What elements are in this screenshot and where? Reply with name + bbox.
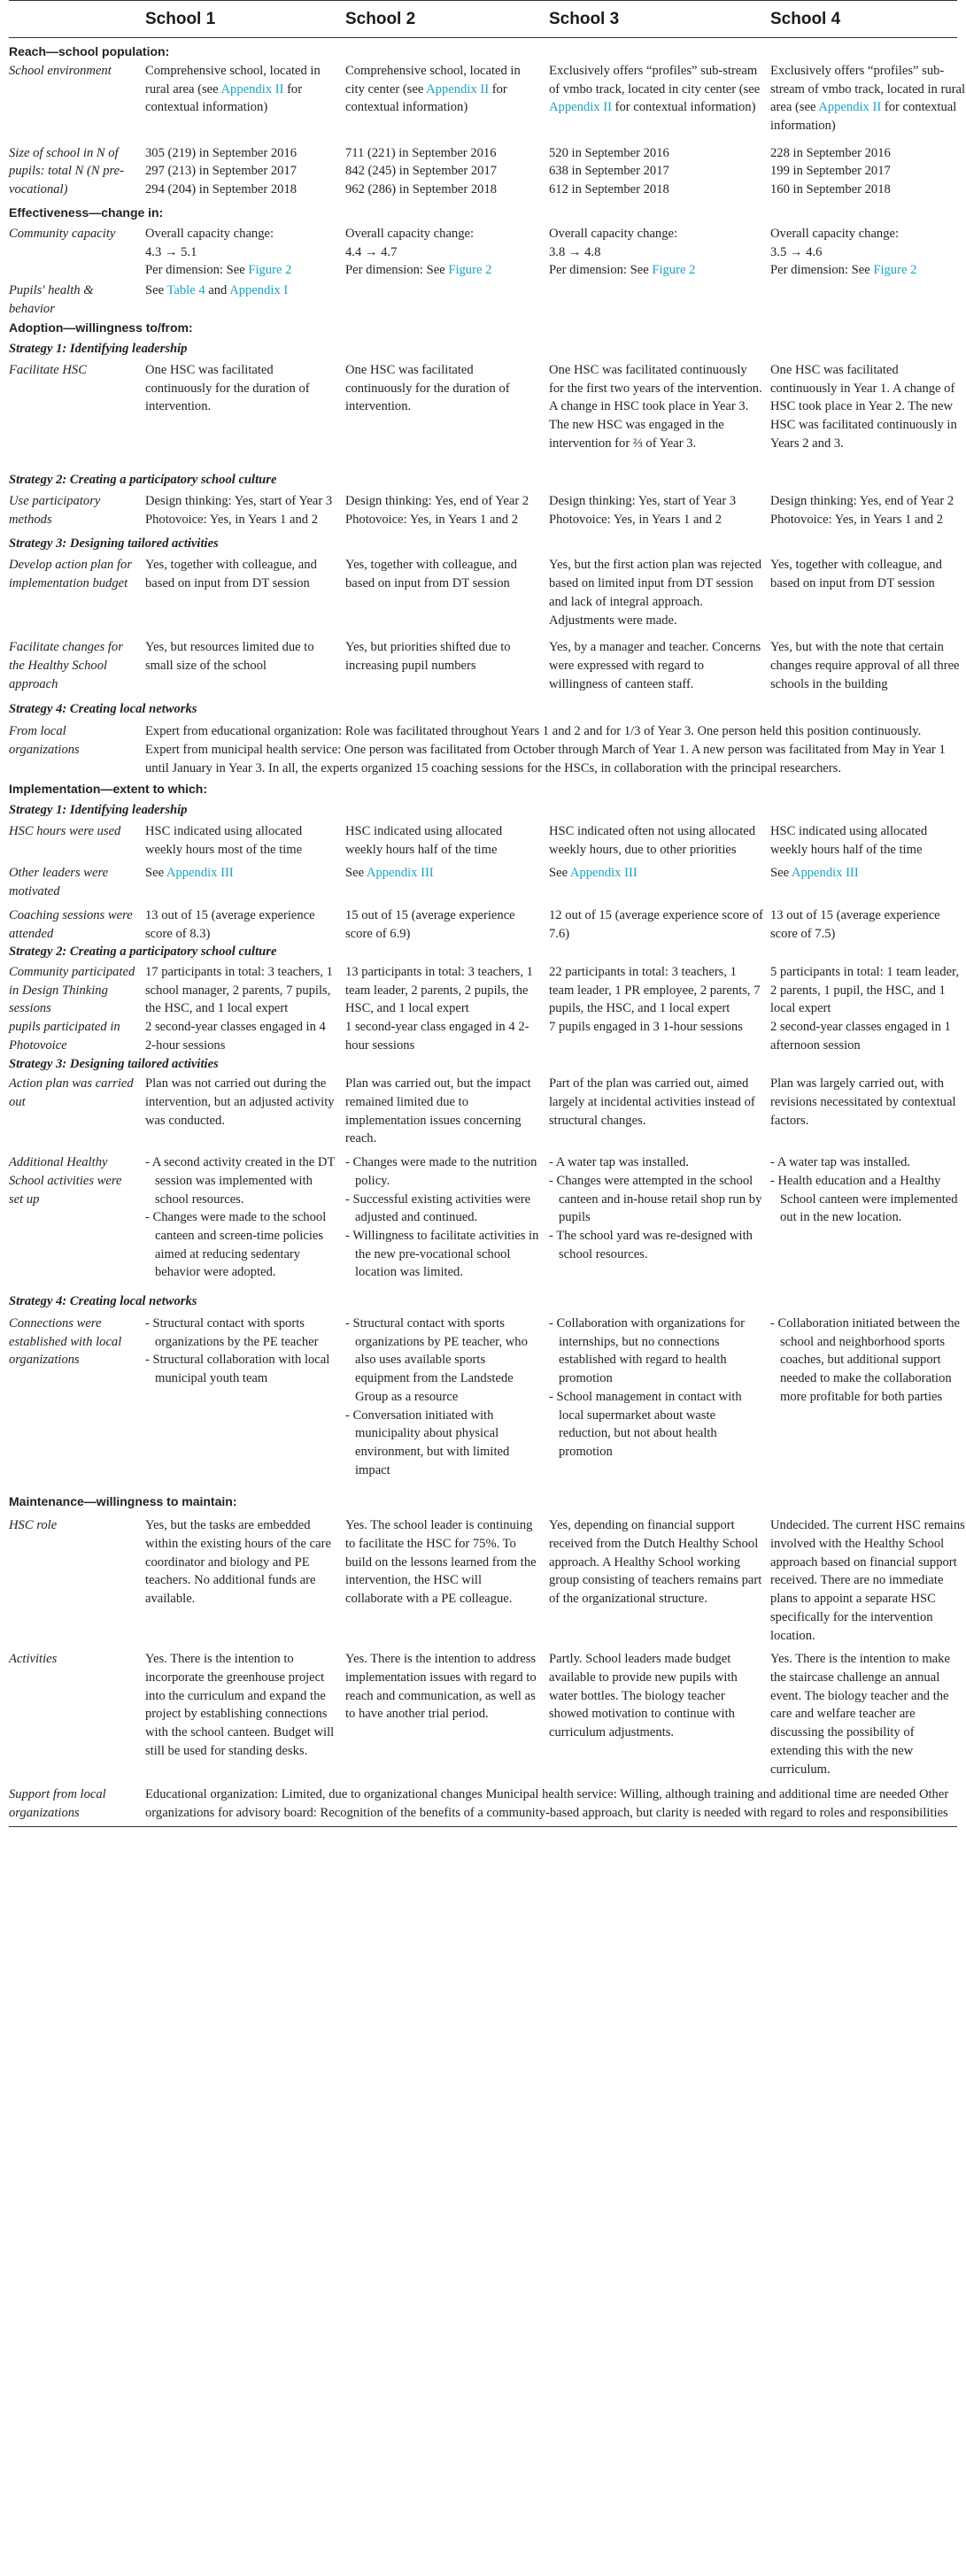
table-row bbox=[9, 963, 957, 1018]
list-item: - Collaboration with organizations for internships, but no connections established with regard to health promotion bbox=[549, 1315, 746, 1386]
row-label: Connections were established with local organizations bbox=[9, 1315, 122, 1368]
table-row bbox=[9, 556, 957, 629]
appendix-link[interactable]: Appendix II bbox=[426, 81, 490, 96]
list-item: - Structural contact with sports organizations by PE teacher, who also uses available sports equipment from the Landstede Group as a resource bbox=[345, 1315, 528, 1404]
table-row bbox=[9, 1018, 957, 1054]
row-label: pupils participated in Photovoice bbox=[9, 1020, 120, 1053]
cell: Design thinking: Yes, start of Year 3 Photovoice: Yes, in Years 1 and 2 bbox=[145, 494, 333, 527]
row-label: Support from local organizations bbox=[9, 1787, 106, 1821]
section-effectiveness: Effectiveness—change in: bbox=[9, 204, 164, 220]
figure-link[interactable]: Figure 2 bbox=[652, 263, 696, 278]
section-reach: Reach—school population: bbox=[9, 44, 170, 58]
row-label: Additional Healthy School activities were set up bbox=[9, 1155, 122, 1207]
strategy-2-heading: Strategy 2: Creating a participatory school culture bbox=[9, 945, 277, 960]
cell: 15 out of 15 (average experience score of 6.9) bbox=[345, 907, 515, 941]
cell: Yes, but the first action plan was rejected based on limited input from DT session and lack of integral approach. Adjustments were made. bbox=[549, 558, 762, 628]
table-row bbox=[9, 722, 957, 777]
appendix-link[interactable]: Appendix III bbox=[791, 866, 859, 881]
cell: 17 participants in total: 3 teachers, 1 school manager, 2 parents, 7 pupils, the HSC, and 1 local expert bbox=[145, 964, 333, 1016]
table-row bbox=[9, 864, 957, 900]
list-item: - Changes were made to the school canteen and screen-time policies aimed at reducing sedentary behavior were adopted. bbox=[145, 1210, 327, 1280]
list-item: - Structural collaboration with local municipal youth team bbox=[145, 1353, 330, 1386]
cell: Yes. There is the intention to address implementation issues with regard to reach and communication, as well as to have another trial period. bbox=[345, 1652, 537, 1722]
section-implementation: Implementation—extent to which: bbox=[9, 782, 208, 797]
table-row bbox=[9, 638, 960, 693]
cell: 2 second-year classes engaged in 1 afternoon session bbox=[770, 1020, 951, 1053]
table-row bbox=[9, 1153, 957, 1282]
cell: One HSC was facilitated continuously for the first two years of the intervention. A change in HSC took place in Year 3. The new HSC was engaged in the intervention for ⅔ of Year 3. bbox=[549, 362, 762, 451]
cell: Yes, depending on financial support received from the Dutch Healthy School approach. A Healthy School working group consisting of teachers remains part of the organizational structure. bbox=[549, 1518, 762, 1607]
cell: Overall capacity change: 3.8 → 4.8 Per dimension: See Figure 2 bbox=[549, 226, 696, 278]
cell: Educational organization: Limited, due to organizational changes Municipal health service: Willing, although training and additional time are needed Other organizations for advisory board: Recognition of the benefits of a community-based approach, but clarity is needed with regard to roles and responsibilities bbox=[145, 1787, 949, 1821]
appendix-link[interactable]: Appendix II bbox=[220, 81, 284, 96]
list-item: - Conversation initiated with municipality about physical environment, but with limited impact bbox=[345, 1408, 510, 1477]
row-label: Coaching sessions were attended bbox=[9, 907, 133, 941]
cell: Plan was carried out, but the impact remained limited due to implementation issues concerning reach. bbox=[345, 1076, 531, 1146]
cell bbox=[138, 1315, 338, 1479]
cell: Yes, together with colleague, and based on input from DT session bbox=[345, 558, 517, 591]
cell: 22 participants in total: 3 teachers, 1 team leader, 1 PR employee, 2 parents, 7 pupils, the HSC, and 1 local expert bbox=[549, 964, 761, 1016]
cell: One HSC was facilitated continuously for the duration of intervention. bbox=[345, 362, 510, 414]
cell: Yes, together with colleague, and based on input from DT session bbox=[770, 558, 942, 591]
row-label: Action plan was carried out bbox=[9, 1076, 134, 1109]
cell: HSC indicated often not using allocated weekly hours, due to other priorities bbox=[549, 823, 756, 857]
cell: HSC indicated using allocated weekly hours half of the time bbox=[345, 823, 503, 857]
cell: Design thinking: Yes, start of Year 3 Photovoice: Yes, in Years 1 and 2 bbox=[549, 494, 737, 527]
header-school-2: School 2 bbox=[345, 10, 416, 29]
cell bbox=[338, 1315, 542, 1479]
row-label: HSC role bbox=[9, 1518, 58, 1533]
cell bbox=[542, 1153, 763, 1282]
strategy-2-heading: Strategy 2: Creating a participatory school culture bbox=[9, 472, 277, 487]
row-label: Facilitate changes for the Healthy School approach bbox=[9, 640, 123, 691]
appendix-link[interactable]: Appendix I bbox=[229, 282, 289, 297]
cell: Overall capacity change: 4.3 → 5.1 Per dimension: See Figure 2 bbox=[145, 226, 292, 278]
list-item: - The school yard was re-designed with school resources. bbox=[549, 1229, 753, 1261]
table-link[interactable]: Table 4 bbox=[166, 282, 205, 297]
cell: Comprehensive school, located in rural area (see Appendix II for contextual information) bbox=[145, 63, 321, 115]
header-school-4: School 4 bbox=[770, 10, 841, 29]
cell: Overall capacity change: 4.4 → 4.7 Per dimension: See Figure 2 bbox=[345, 226, 492, 278]
row-label: HSC hours were used bbox=[9, 823, 121, 838]
cell: Yes. The school leader is continuing to facilitate the HSC for 75%. To build on the lessons learned from the intervention, the HSC will collaborate with a PE colleague. bbox=[345, 1518, 537, 1607]
strategy-1-heading: Strategy 1: Identifying leadership bbox=[9, 803, 188, 818]
cell: Yes, but resources limited due to small size of the school bbox=[145, 640, 314, 674]
cell bbox=[763, 1315, 966, 1479]
list-item: - Successful existing activities were adjusted and continued. bbox=[345, 1192, 531, 1225]
table-row bbox=[9, 282, 957, 318]
cell: See Table 4 and Appendix I bbox=[145, 282, 289, 297]
appendix-link[interactable]: Appendix III bbox=[569, 866, 638, 881]
strategy-4-heading: Strategy 4: Creating local networks bbox=[9, 1294, 197, 1309]
appendix-link[interactable]: Appendix II bbox=[549, 100, 612, 115]
cell: 1 second-year class engaged in 4 2-hour sessions bbox=[345, 1020, 529, 1053]
row-label: From local organizations bbox=[9, 724, 80, 757]
table-row bbox=[9, 822, 957, 859]
row-label: Activities bbox=[9, 1652, 58, 1667]
header-school-3: School 3 bbox=[549, 10, 620, 29]
cell: Exclusively offers “profiles” sub-stream of vmbo track, located in city center (see Appendix II for contextual information) bbox=[549, 63, 761, 115]
table-row bbox=[9, 1516, 965, 1645]
table-row bbox=[9, 1650, 957, 1778]
row-label: Facilitate HSC bbox=[9, 362, 87, 377]
strategy-3-heading: Strategy 3: Designing tailored activities bbox=[9, 536, 219, 551]
cell: 711 (221) in September 2016 842 (245) in September 2017 962 (286) in September 2018 bbox=[345, 145, 498, 197]
row-label: School environment bbox=[9, 63, 112, 78]
cell: 305 (219) in September 2016 297 (213) in September 2017 294 (204) in September 2018 bbox=[145, 145, 298, 197]
cell: Partly. School leaders made budget available to provide new pupils with water bottles. The biology teacher showed motivation to continue with curriculum adjustments. bbox=[549, 1652, 738, 1740]
strategy-4-heading: Strategy 4: Creating local networks bbox=[9, 702, 197, 717]
cell bbox=[138, 1153, 338, 1282]
cell: Design thinking: Yes, end of Year 2 Photovoice: Yes, in Years 1 and 2 bbox=[770, 494, 954, 527]
cell: See Appendix III bbox=[770, 866, 859, 881]
strategy-3-heading: Strategy 3: Designing tailored activities bbox=[9, 1056, 219, 1071]
row-label: Use participatory methods bbox=[9, 494, 101, 527]
appendix-link[interactable]: Appendix III bbox=[366, 866, 434, 881]
list-item: - A water tap was installed. bbox=[770, 1155, 911, 1170]
cell: See Appendix III bbox=[345, 866, 434, 881]
cell: 520 in September 2016 638 in September 2017 612 in September 2018 bbox=[549, 145, 669, 197]
table-row bbox=[9, 62, 966, 135]
table-row bbox=[9, 1075, 957, 1148]
appendix-link[interactable]: Appendix III bbox=[166, 866, 234, 881]
section-maintenance: Maintenance—willingness to maintain: bbox=[9, 1494, 237, 1509]
figure-link[interactable]: Figure 2 bbox=[873, 263, 917, 278]
cell: 5 participants in total: 1 team leader, 2 parents, 1 pupil, the HSC, and 1 local expert bbox=[770, 964, 959, 1016]
list-item: - Health education and a Healthy School canteen were implemented out in the new location. bbox=[770, 1173, 958, 1225]
cell bbox=[763, 1153, 966, 1282]
table-header bbox=[9, 0, 957, 38]
list-item: - Changes were made to the nutrition policy. bbox=[345, 1155, 537, 1188]
header-school-1: School 1 bbox=[145, 10, 216, 29]
table-row bbox=[9, 361, 957, 453]
table-row bbox=[9, 144, 957, 199]
cell: One HSC was facilitated continuously in Year 1. A change of HSC took place in Year 2. The new HSC was facilitated continuously in Years 2 and 3. bbox=[770, 362, 957, 451]
strategy-1-heading: Strategy 1: Identifying leadership bbox=[9, 342, 188, 357]
cell bbox=[338, 1153, 542, 1282]
cell: HSC indicated using allocated weekly hours most of the time bbox=[145, 823, 303, 857]
cell: 13 participants in total: 3 teachers, 1 team leader, 2 parents, 2 pupils, the HSC, and 1 local expert bbox=[345, 964, 533, 1016]
cell: Yes. There is the intention to make the staircase challenge an annual event. The biology teacher and the care and welfare teacher are discussing the possibility of extending this with the new curriculum. bbox=[770, 1652, 950, 1777]
list-item: - Structural contact with sports organizations by the PE teacher bbox=[145, 1315, 319, 1349]
cell: Undecided. The current HSC remains involved with the Healthy School approach based on financial support received. There are no immediate plans to appoint a separate HSC specifically for the intervention location. bbox=[770, 1518, 965, 1643]
cell: 12 out of 15 (average experience score of 7.6) bbox=[549, 907, 763, 941]
cell: Yes, but with the note that certain changes require approval of all three schools in the building bbox=[770, 640, 960, 691]
list-item: - Changes were attempted in the school canteen and in-house retail shop run by pupils bbox=[549, 1173, 762, 1225]
cell: Part of the plan was carried out, aimed largely at incidental activities instead of structural changes. bbox=[549, 1076, 755, 1128]
cell: Yes, by a manager and teacher. Concerns were expressed with regard to willingness of canteen staff. bbox=[549, 640, 761, 691]
row-label: Develop action plan for implementation budget bbox=[9, 558, 133, 591]
cell: Design thinking: Yes, end of Year 2 Photovoice: Yes, in Years 1 and 2 bbox=[345, 494, 529, 527]
cell: 13 out of 15 (average experience score of 8.3) bbox=[145, 907, 315, 941]
cell: See Appendix III bbox=[145, 866, 234, 881]
cell: 7 pupils engaged in 3 1-hour sessions bbox=[549, 1020, 743, 1035]
table-row bbox=[9, 492, 957, 528]
cell: Plan was largely carried out, with revisions necessitated by contextual factors. bbox=[770, 1076, 956, 1128]
cell: Expert from educational organization: Role was facilitated throughout Years 1 and 2 and for 1/3 of Year 3. One person held this position continuously. Expert from municipal health service: One person was facilitated from October through March of Year 1. A new person was facilitated from May in Year 1 until January in Year 3. In all, the experts organized 15 coaching sessions for the HSCs, in collaboration with the principal researchers. bbox=[145, 724, 946, 775]
table-row bbox=[9, 1315, 960, 1479]
cell: Comprehensive school, located in city center (see Appendix II for contextual information) bbox=[345, 63, 521, 115]
list-item: - A water tap was installed. bbox=[549, 1155, 690, 1170]
table-row bbox=[9, 1785, 957, 1826]
cell: 228 in September 2016 199 in September 2017 160 in September 2018 bbox=[770, 145, 891, 197]
row-label: Size of school in N of pupils: total N (N pre-vocational) bbox=[9, 145, 124, 197]
appendix-link[interactable]: Appendix II bbox=[818, 100, 882, 115]
cell: 13 out of 15 (average experience score of 7.5) bbox=[770, 907, 940, 941]
cell: See Appendix III bbox=[549, 866, 638, 881]
table-row bbox=[9, 906, 957, 943]
cell: Plan was not carried out during the intervention, but an adjusted activity was conducted. bbox=[145, 1076, 335, 1128]
cell bbox=[542, 1315, 763, 1479]
cell: Overall capacity change: 3.5 → 4.6 Per dimension: See Figure 2 bbox=[770, 226, 917, 278]
list-item: - School management in contact with local supermarket about waste reduction, but not about health promotion bbox=[549, 1389, 742, 1459]
row-label: Community participated in Design Thinking sessions bbox=[9, 964, 135, 1016]
cell: HSC indicated using allocated weekly hours half of the time bbox=[770, 823, 928, 857]
list-item: - A second activity created in the DT session was implemented with school resources. bbox=[145, 1155, 336, 1207]
row-label: Pupils' health & behavior bbox=[9, 282, 94, 316]
row-label: Community capacity bbox=[9, 226, 116, 241]
cell: Yes, but priorities shifted due to increasing pupil numbers bbox=[345, 640, 511, 674]
cell: One HSC was facilitated continuously for the duration of intervention. bbox=[145, 362, 310, 414]
cell: Yes, together with colleague, and based on input from DT session bbox=[145, 558, 317, 591]
table-row bbox=[9, 225, 957, 280]
figure-link[interactable]: Figure 2 bbox=[448, 263, 492, 278]
section-adoption: Adoption—willingness to/from: bbox=[9, 320, 193, 335]
cell: 2 second-year classes engaged in 4 2-hour sessions bbox=[145, 1020, 326, 1053]
row-label: Other leaders were motivated bbox=[9, 866, 109, 899]
cell: Yes. There is the intention to incorporate the greenhouse project into the curriculum and expand the project by establishing connections with the school canteen. Budget will still be used for standing desks. bbox=[145, 1652, 335, 1758]
list-item: - Willingness to facilitate activities in the new pre-vocational school location was limited. bbox=[345, 1229, 539, 1280]
list-item: - Collaboration initiated between the school and neighborhood sports coaches, but additional support needed to make the collaboration more profitable for both parties bbox=[770, 1315, 960, 1404]
figure-link[interactable]: Figure 2 bbox=[248, 263, 292, 278]
cell: Exclusively offers “profiles” sub-stream of vmbo track, located in rural area (see Appendix II for contextual information) bbox=[770, 63, 966, 134]
cell: Yes, but the tasks are embedded within the existing hours of the care coordinator and biology and PE teachers. No additional funds are available. bbox=[145, 1518, 331, 1607]
